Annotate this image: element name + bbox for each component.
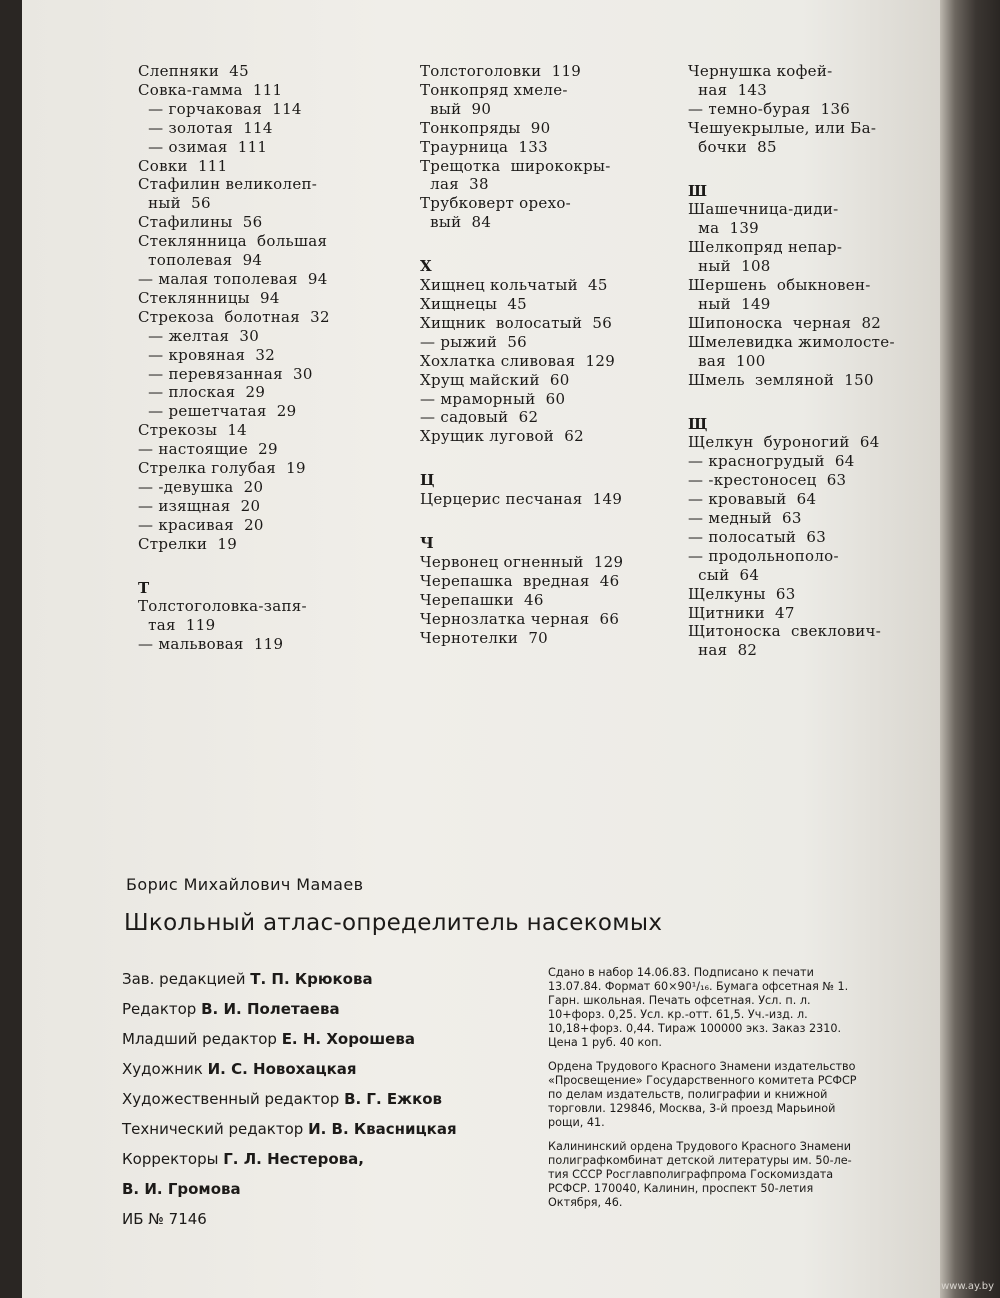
index-entry: Тонкопряды 90 xyxy=(420,118,551,137)
credit-row xyxy=(122,1120,457,1150)
index-gap xyxy=(420,446,658,465)
publisher-info: Ордена Трудового Красного Знамени издательство «Просвещение» Государственного комитета РСФСР по делам издательств, полиграфии и книжной торговли. 129846, Москва, 3-й проезд Марьиной рощи, 41. xyxy=(548,1060,857,1129)
index-entry: ный 108 xyxy=(688,257,771,276)
credit-name: Т. П. Крюкова xyxy=(250,970,373,988)
index-column-3 xyxy=(688,62,928,660)
credit-name: Е. Н. Хорошева xyxy=(281,1030,415,1048)
index-gap xyxy=(688,390,928,409)
credit-role: Младший редактор xyxy=(122,1030,277,1048)
index-letter-heading: Ш xyxy=(688,181,708,200)
index-entry: Шмель земляной 150 xyxy=(688,370,874,389)
index-entry: — медный 63 xyxy=(688,509,802,528)
credit-name: И. В. Квасницкая xyxy=(308,1120,457,1138)
publisher-id: ИБ № 7146 xyxy=(122,1210,207,1228)
credit-name: Г. Л. Нестерова, xyxy=(223,1150,364,1168)
index-entry: ная 143 xyxy=(688,80,768,99)
index-entry: — изящная 20 xyxy=(138,496,261,515)
index-entry: Слепняки 45 xyxy=(138,62,249,80)
print-details: Сдано в набор 14.06.83. Подписано к печати 13.07.84. Формат 60×90¹/₁₆. Бумага офсетная № 1. Гарн. школьная. Печать офсетная. Усл. п. л. 10+форз. 0,25. Усл. кр.-отт. 61,5. Уч.-изд. л. 10,18+форз. 0,44. Тираж 100000 экз. Заказ 2310. Цена 1 руб. 40 коп. xyxy=(548,966,849,1049)
credit-row xyxy=(122,1000,457,1030)
index-entry: Щитники 47 xyxy=(688,603,795,622)
index-entry: сый 64 xyxy=(688,565,760,584)
imprint-block xyxy=(548,966,930,1220)
index-entry: Стрекоза болотная 32 xyxy=(138,307,330,326)
index-entry: Стрелки 19 xyxy=(138,534,238,553)
index-entry: Стрекозы 14 xyxy=(138,421,248,440)
credit-name: В. Г. Ежков xyxy=(344,1090,443,1108)
index-entry: Черепашка вредная 46 xyxy=(420,571,620,590)
index-entry: Траурница 133 xyxy=(420,137,548,156)
index-entry: ма 139 xyxy=(688,219,760,238)
index-entry: Шершень обыкновен- xyxy=(688,276,871,295)
index-entry: — перевязанная 30 xyxy=(138,364,313,383)
index-entry: — рыжий 56 xyxy=(420,332,528,351)
credit-row xyxy=(122,1030,457,1060)
index-entry: Шашечница-диди- xyxy=(688,200,839,219)
index-entry: — горчаковая 114 xyxy=(138,99,302,118)
index-entry: Совки 111 xyxy=(138,156,228,175)
index-entry: — мальвовая 119 xyxy=(138,635,284,654)
credit-role: Редактор xyxy=(122,1000,197,1018)
credit-name: В. И. Громова xyxy=(122,1180,241,1198)
index-entry: Хохлатка сливовая 129 xyxy=(420,351,616,370)
watermark: www.ay.by xyxy=(941,1281,994,1292)
index-entry: Хищнецы 45 xyxy=(420,294,528,313)
index-entry: Чешуекрылые, или Ба- xyxy=(688,118,877,137)
index-entry: — золотая 114 xyxy=(138,118,273,137)
index-entry: — -девушка 20 xyxy=(138,477,264,496)
index-entry: вый 90 xyxy=(420,99,492,118)
index-entry: Чернушка кофей- xyxy=(688,62,833,80)
index-entry: — малая тополевая 94 xyxy=(138,269,328,288)
index-column-2 xyxy=(420,62,658,647)
index-entry: — кровяная 32 xyxy=(138,345,276,364)
index-entry: Щитоноска свеклович- xyxy=(688,622,882,641)
credit-role: Художественный редактор xyxy=(122,1090,340,1108)
index-entry: — продольнополо- xyxy=(688,546,839,565)
index-entry: Толстоголовка-запя- xyxy=(138,597,307,616)
index-entry: бочки 85 xyxy=(688,137,777,156)
index-letter-heading: Щ xyxy=(688,414,708,433)
index-entry: Чернозлатка черная 66 xyxy=(420,609,620,628)
index-entry: Стеклянницы 94 xyxy=(138,288,280,307)
index-entry: Черепашки 46 xyxy=(420,590,544,609)
book-title: Школьный атлас-определитель насекомых xyxy=(124,910,663,936)
index-entry: — темно-бурая 136 xyxy=(688,99,851,118)
credit-row xyxy=(122,1150,457,1180)
credit-row xyxy=(122,1060,457,1090)
index-entry: Стеклянница большая xyxy=(138,232,328,251)
index-letter-heading: Ч xyxy=(420,534,434,553)
index-entry: — полосатый 63 xyxy=(688,527,827,546)
credit-row xyxy=(122,970,457,1000)
index-entry: Чернотелки 70 xyxy=(420,628,549,647)
index-entry: лая 38 xyxy=(420,175,489,194)
index-entry: Толстоголовки 119 xyxy=(420,62,582,80)
index-entry: Хрущик луговой 62 xyxy=(420,427,584,446)
index-entry: вая 100 xyxy=(688,351,766,370)
index-entry: — решетчатая 29 xyxy=(138,402,297,421)
printer-info: Калининский ордена Трудового Красного Знамени полиграфкомбинат детской литературы им. 50-ле- тия СССР Росглавполиграфпрома Госкомиздата РСФСР. 170040, Калинин, проспект 50-летия Октября, 46. xyxy=(548,1140,852,1209)
index-entry: Трещотка ширококры- xyxy=(420,156,611,175)
index-entry: Шипоноска черная 82 xyxy=(688,313,882,332)
index-entry: ный 149 xyxy=(688,294,771,313)
index-entry: Стафилин великолеп- xyxy=(138,175,318,194)
index-gap xyxy=(420,509,658,528)
index-entry: — озимая 111 xyxy=(138,137,268,156)
index-column-1 xyxy=(138,62,388,654)
index-entry: Хрущ майский 60 xyxy=(420,370,570,389)
index-entry: — плоская 29 xyxy=(138,383,266,402)
index-entry: тополевая 94 xyxy=(138,251,263,270)
index-entry: Стрелка голубая 19 xyxy=(138,459,306,478)
index-entry: — кровавый 64 xyxy=(688,490,817,509)
credit-row xyxy=(122,1210,457,1240)
index-entry: Трубковерт орехо- xyxy=(420,194,572,213)
credit-row xyxy=(122,1180,457,1210)
credit-row xyxy=(122,1090,457,1120)
credit-role: Художник xyxy=(122,1060,203,1078)
index-letter-heading: Х xyxy=(420,257,432,276)
credit-name: В. И. Полетаева xyxy=(201,1000,340,1018)
index-entry: Совка-гамма 111 xyxy=(138,80,283,99)
credit-role: Технический редактор xyxy=(122,1120,304,1138)
book-spine xyxy=(940,0,1000,1298)
index-entry: ная 82 xyxy=(688,641,758,660)
index-entry: — -крестоносец 63 xyxy=(688,471,847,490)
index-entry: Тонкопряд хмеле- xyxy=(420,80,568,99)
index-entry: — мраморный 60 xyxy=(420,389,566,408)
index-letter-heading: Ц xyxy=(420,471,435,490)
credit-role: Зав. редакцией xyxy=(122,970,246,988)
index-gap xyxy=(138,554,388,573)
index-entry: вый 84 xyxy=(420,213,492,232)
index-entry: — садовый 62 xyxy=(420,408,539,427)
index-letter-heading: Т xyxy=(138,578,150,597)
book-author: Борис Михайлович Мамаев xyxy=(126,875,364,894)
index-entry: Стафилины 56 xyxy=(138,213,263,232)
index-entry: Шмелевидка жимолосте- xyxy=(688,332,895,351)
index-gap xyxy=(420,232,658,251)
index-gap xyxy=(688,157,928,176)
index-entry: — настоящие 29 xyxy=(138,440,278,459)
index-entry: Червонец огненный 129 xyxy=(420,552,624,571)
index-entry: ный 56 xyxy=(138,194,211,213)
index-entry: Хищник волосатый 56 xyxy=(420,313,613,332)
index-entry: Щелкуны 63 xyxy=(688,584,796,603)
index-entry: — желтая 30 xyxy=(138,326,260,345)
index-entry: — красногрудый 64 xyxy=(688,452,855,471)
index-entry: — красивая 20 xyxy=(138,515,264,534)
index-entry: тая 119 xyxy=(138,616,216,635)
index-entry: Церцерис песчаная 149 xyxy=(420,490,623,509)
index-entry: Щелкун буроногий 64 xyxy=(688,433,880,452)
credit-name: И. С. Новохацкая xyxy=(207,1060,357,1078)
credit-role: Корректоры xyxy=(122,1150,219,1168)
index-entry: Шелкопряд непар- xyxy=(688,238,843,257)
index-entry: Хищнец кольчатый 45 xyxy=(420,276,608,295)
credits-list xyxy=(122,970,457,1240)
